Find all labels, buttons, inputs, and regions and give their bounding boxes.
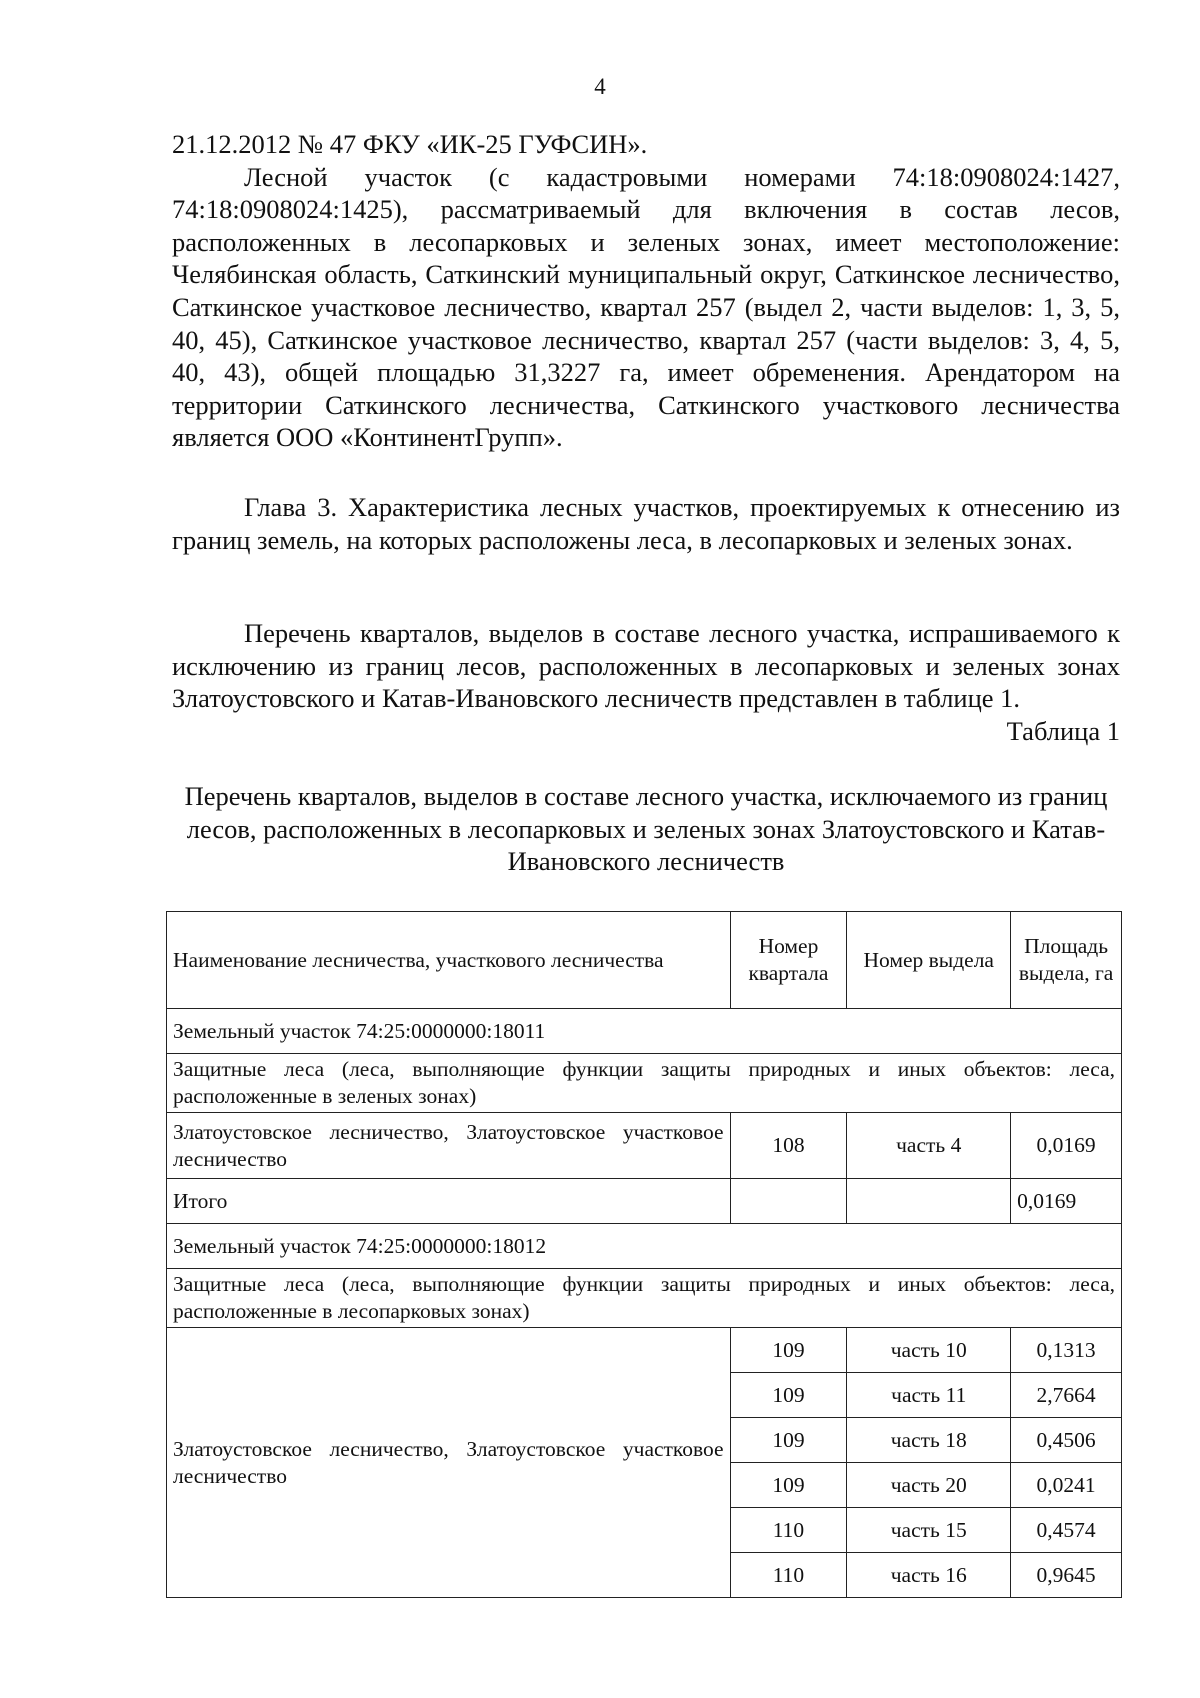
plot-cell: часть 15 (847, 1508, 1011, 1553)
header-quarter: Номер квартала (730, 912, 847, 1009)
table-row (167, 1113, 1122, 1179)
plot-cell: часть 10 (847, 1328, 1011, 1373)
area-cell: 0,4506 (1011, 1418, 1122, 1463)
table-row (167, 1328, 1122, 1373)
forestry-name: Златоустовское лесничество, Златоустовское участковое лесничество (167, 1328, 731, 1598)
category-1: Защитные леса (леса, выполняющие функции защиты природных и иных объектов: леса, расположенные в зеленых зонах) (167, 1054, 1122, 1113)
category-row-2 (167, 1269, 1122, 1328)
quarter-cell: 109 (730, 1373, 847, 1418)
area-cell: 0,4574 (1011, 1508, 1122, 1553)
plot-cell: часть 4 (847, 1113, 1011, 1179)
table-header-row (167, 912, 1122, 1009)
land-plot-row-2 (167, 1224, 1122, 1269)
land-plot-1: Земельный участок 74:25:0000000:18011 (167, 1009, 1122, 1054)
chapter-block (172, 491, 1120, 556)
quarter-cell: 109 (730, 1418, 847, 1463)
page-number: 4 (594, 74, 606, 99)
paragraph-2: Лесной участок (с кадастровыми номерами 74:18:0908024:1427, 74:18:0908024:1425), рассматриваемый для включения в состав лесов, расположенных в лесопарковых и зеленых зонах, имеет местоположение: Челябинская область, Саткинский муниципальный округ, Саткинское лесничество, Саткинское участковое лесничество, квартал 257 (выдел 2, части выделов: 1, 3, 5, 40, 45), Саткинское участковое лесничество, квартал 257 (части выделов: 3, 4, 5, 40, 43), общей площадью 31,3227 га, имеет обременения. Арендатором на территории Саткинского лесничества, Саткинского участкового лесничества является ООО «КонтинентГрупп». (172, 161, 1120, 453)
header-name: Наименование лесничества, участкового лесничества (167, 912, 731, 1009)
land-plot-2: Земельный участок 74:25:0000000:18012 (167, 1224, 1122, 1269)
total-empty-quarter (730, 1179, 847, 1224)
area-cell: 0,9645 (1011, 1553, 1122, 1598)
land-plot-row-1 (167, 1009, 1122, 1054)
header-area: Площадь выдела, га (1011, 912, 1122, 1009)
forestry-name: Златоустовское лесничество, Златоустовское участковое лесничество (167, 1113, 731, 1179)
plot-cell: часть 18 (847, 1418, 1011, 1463)
plot-cell: часть 16 (847, 1553, 1011, 1598)
plot-cell: часть 20 (847, 1463, 1011, 1508)
area-cell: 0,0169 (1011, 1113, 1122, 1179)
quarter-cell: 110 (730, 1553, 847, 1598)
total-area: 0,0169 (1011, 1179, 1122, 1224)
paragraph-1: 21.12.2012 № 47 ФКУ «ИК-25 ГУФСИН». (172, 129, 648, 159)
area-cell: 0,1313 (1011, 1328, 1122, 1373)
total-label: Итого (167, 1179, 731, 1224)
category-2: Защитные леса (леса, выполняющие функции защиты природных и иных объектов: леса, расположенные в лесопарковых зонах) (167, 1269, 1122, 1328)
header-plot: Номер выдела (847, 912, 1011, 1009)
category-row-1 (167, 1054, 1122, 1113)
table-label: Таблица 1 (1006, 715, 1120, 746)
quarter-cell: 108 (730, 1113, 847, 1179)
chapter-heading: Глава 3. Характеристика лесных участков, проектируемых к отнесению из границ земель, на которых расположены леса, в лесопарковых и зеленых зонах. (172, 492, 1120, 555)
quarter-cell: 110 (730, 1508, 847, 1553)
area-cell: 0,0241 (1011, 1463, 1122, 1508)
total-row (167, 1179, 1122, 1224)
area-cell: 2,7664 (1011, 1373, 1122, 1418)
quarter-cell: 109 (730, 1328, 847, 1373)
plot-cell: часть 11 (847, 1373, 1011, 1418)
table-caption: Перечень кварталов, выделов в составе лесного участка, исключаемого из границ лесов, расположенных в лесопарковых и зеленых зонах Златоустовского и Катав-Ивановского лесничеств (184, 781, 1108, 877)
forest-plots-table (166, 911, 1122, 1598)
list-paragraph-block (172, 617, 1120, 747)
paragraph-3: Перечень кварталов, выделов в составе лесного участка, испрашиваемого к исключению из границ лесов, расположенных в лесопарковых и зеленых зонах Златоустовского и Катав-Ивановского лесничеств представлен в таблице 1. (172, 618, 1120, 714)
body-text-top (172, 128, 1120, 454)
quarter-cell: 109 (730, 1463, 847, 1508)
total-empty-plot (847, 1179, 1011, 1224)
